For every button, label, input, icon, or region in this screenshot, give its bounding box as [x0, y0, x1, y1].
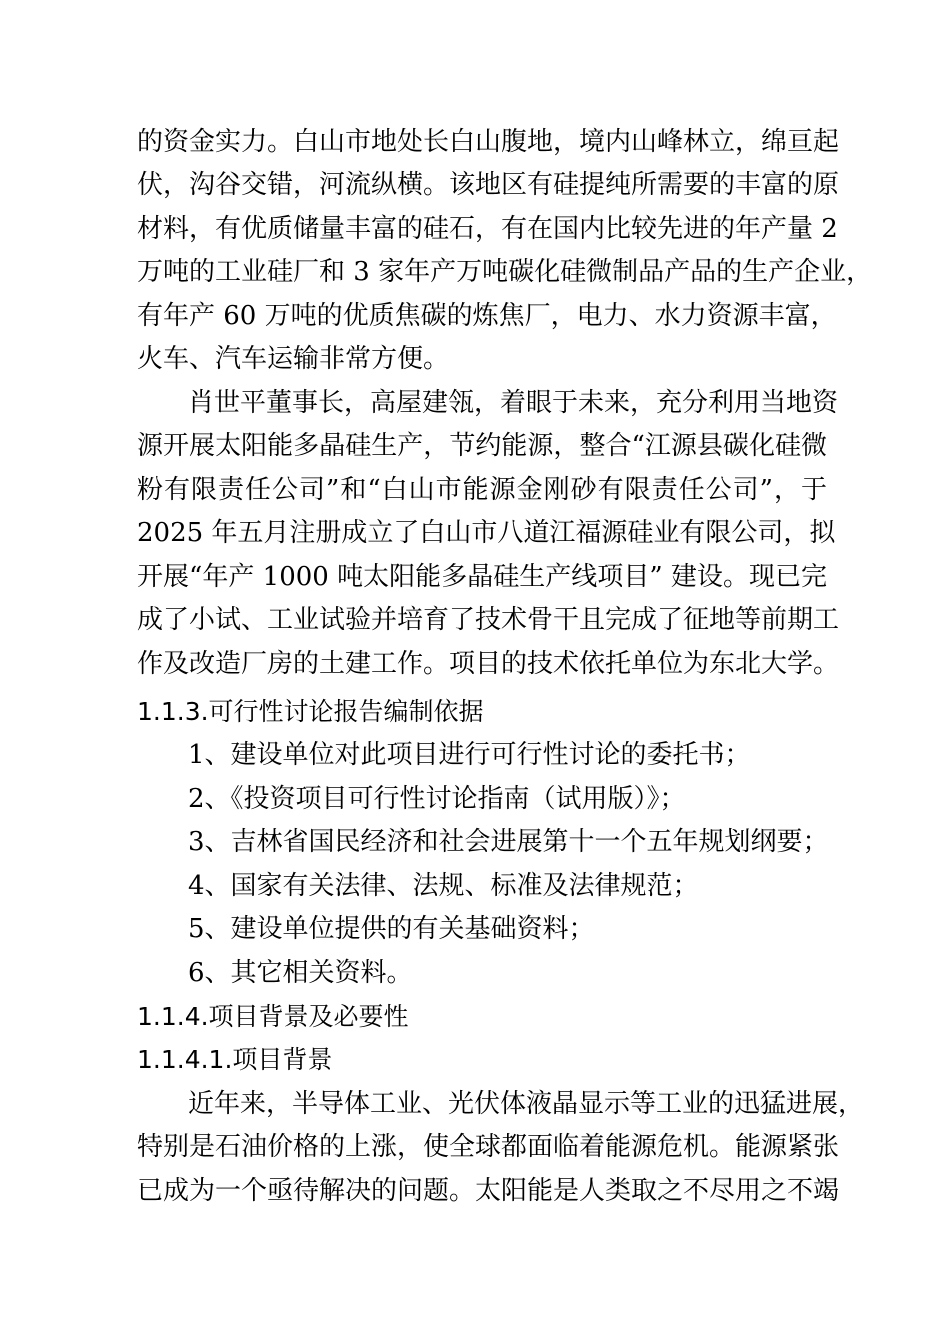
subsection-heading: 1.1.4.1.项目背景 [137, 1045, 333, 1074]
paragraph-line: 有年产 60 万吨的优质焦碳的炼焦厂，电力、水力资源丰富， [137, 301, 837, 331]
section-heading: 1.1.3.可行性讨论报告编制依据 [137, 697, 484, 726]
paragraph-line: 万吨的工业硅厂和 3 家年产万吨碳化硅微制品产品的生产企业， [137, 257, 873, 287]
list-item: 1、建设单位对此项目进行可行性讨论的委托书； [188, 740, 751, 770]
list-item: 2、《投资项目可行性讨论指南（试用版）》； [188, 784, 686, 814]
list-item: 6、其它相关资料。 [188, 958, 413, 988]
paragraph-line: 肖世平董事长，高屋建瓴，着眼于未来，充分利用当地资 [188, 388, 839, 418]
paragraph-line: 粉有限责任公司”和“白山市能源金刚砂有限责任公司”，于 [137, 475, 827, 505]
paragraph-line: 2025 年五月注册成立了白山市八道江福源硅业有限公司，拟 [137, 518, 836, 548]
paragraph-line: 作及改造厂房的土建工作。项目的技术依托单位为东北大学。 [137, 649, 840, 679]
section-heading: 1.1.4.项目背景及必要性 [137, 1002, 409, 1031]
paragraph-line: 成了小试、工业试验并培育了技术骨干且完成了征地等前期工 [137, 605, 840, 635]
paragraph-line: 火车、汽车运输非常方便。 [137, 344, 450, 374]
paragraph-line: 材料，有优质储量丰富的硅石，有在国内比较先进的年产量 2 [137, 214, 838, 244]
list-item: 3、吉林省国民经济和社会进展第十一个五年规划纲要； [188, 827, 829, 857]
paragraph-line: 特别是石油价格的上涨，使全球都面临着能源危机。能源紧张 [137, 1132, 840, 1162]
list-item: 4、国家有关法律、法规、标准及法律规范； [188, 871, 699, 901]
paragraph-line: 源开展太阳能多晶硅生产，节约能源，整合“江源县碳化硅微 [137, 431, 827, 461]
paragraph-line: 开展“年产 1000 吨太阳能多晶硅生产线项目” 建设。现已完 [137, 562, 827, 592]
paragraph-line: 的资金实力。白山市地处长白山腹地，境内山峰林立，绵亘起 [137, 127, 840, 157]
paragraph-line: 伏，沟谷交错，河流纵横。该地区有硅提纯所需要的丰富的原 [137, 170, 840, 200]
paragraph-line: 近年来，半导体工业、光伏体液晶显示等工业的迅猛进展， [188, 1089, 865, 1119]
list-item: 5、建设单位提供的有关基础资料； [188, 914, 595, 944]
paragraph-line: 已成为一个亟待解决的问题。太阳能是人类取之不尽用之不竭 [137, 1176, 840, 1206]
